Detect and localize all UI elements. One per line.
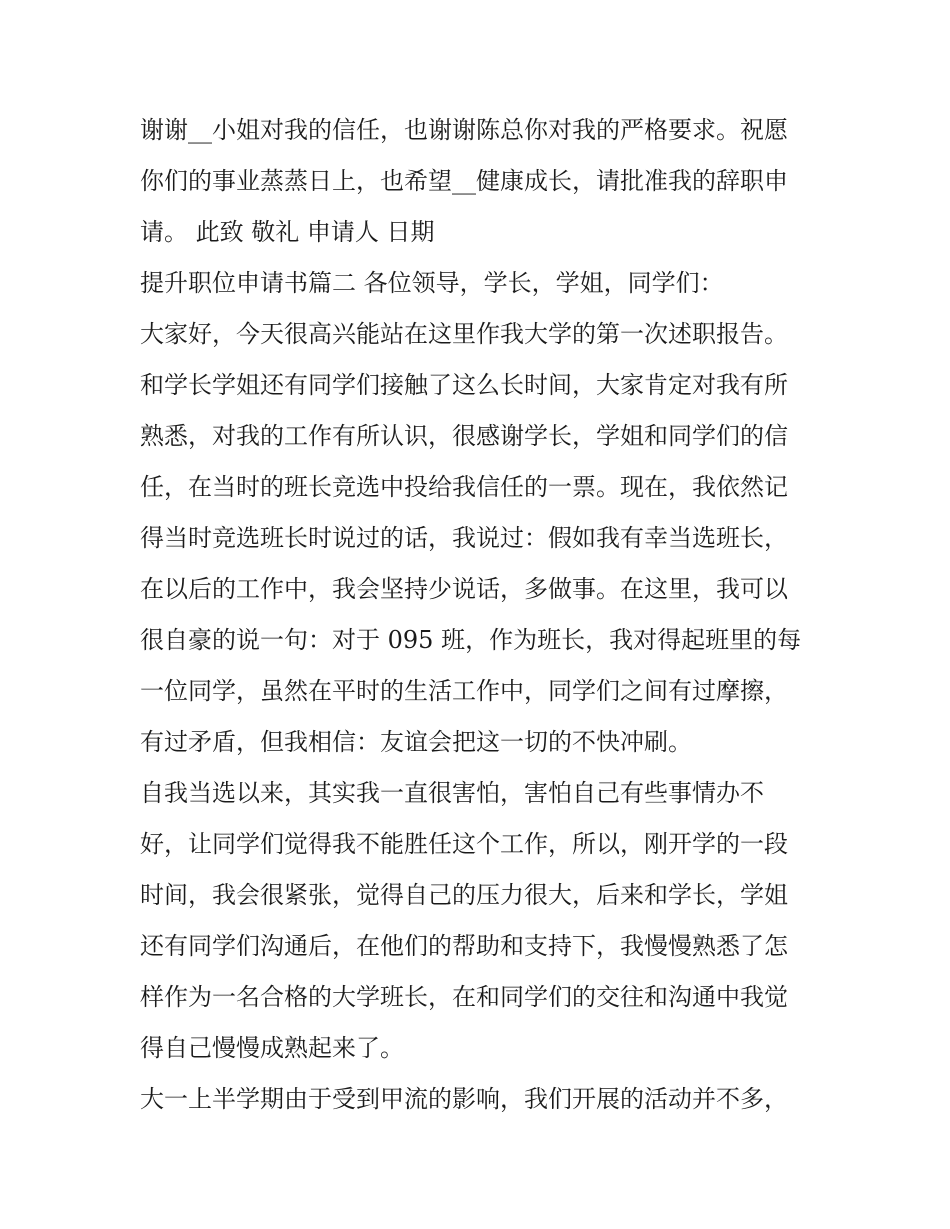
text-line: 大一上半学期由于受到甲流的影响，我们开展的活动并不多， bbox=[140, 1085, 788, 1113]
text-line: 样作为一名合格的大学班长，在和同学们的交往和沟通中我觉 bbox=[140, 983, 788, 1011]
text-line: 一位同学，虽然在平时的生活工作中，同学们之间有过摩擦， bbox=[140, 677, 788, 705]
text-line: 有过矛盾，但我相信：友谊会把这一切的不快冲刷。 bbox=[140, 728, 692, 756]
text-line: 得自己慢慢成熟起来了。 bbox=[140, 1034, 404, 1062]
text-line: 熟悉，对我的工作有所认识，很感谢学长，学姐和同学们的信 bbox=[140, 422, 788, 450]
document-body bbox=[140, 106, 830, 1126]
text-line: 提升职位申请书篇二 各位领导，学长，学姐，同学们： bbox=[140, 269, 724, 297]
text-line: 你们的事业蒸蒸日上，也希望__健康成长，请批准我的辞职申 bbox=[140, 167, 788, 195]
text-line: 请。 此致 敬礼 申请人 日期 bbox=[140, 218, 435, 246]
text-line: 和学长学姐还有同学们接触了这么长时间，大家肯定对我有所 bbox=[140, 371, 788, 399]
text-line: 时间，我会很紧张，觉得自己的压力很大，后来和学长，学姐 bbox=[140, 881, 788, 909]
text-line: 得当时竞选班长时说过的话，我说过：假如我有幸当选班长， bbox=[140, 524, 788, 552]
text-line: 还有同学们沟通后，在他们的帮助和支持下，我慢慢熟悉了怎 bbox=[140, 932, 788, 960]
text-line: 好，让同学们觉得我不能胜任这个工作，所以，刚开学的一段 bbox=[140, 830, 788, 858]
text-line: 自我当选以来，其实我一直很害怕，害怕自己有些事情办不 bbox=[140, 779, 764, 807]
text-line: 任，在当时的班长竞选中投给我信任的一票。现在，我依然记 bbox=[140, 473, 788, 501]
text-line: 在以后的工作中，我会坚持少说话，多做事。在这里，我可以 bbox=[140, 575, 788, 603]
text-line: 很自豪的说一句：对于 095 班，作为班长，我对得起班里的每 bbox=[140, 626, 802, 654]
text-line: 大家好，今天很高兴能站在这里作我大学的第一次述职报告。 bbox=[140, 320, 788, 348]
text-line: 谢谢__小姐对我的信任，也谢谢陈总你对我的严格要求。祝愿 bbox=[140, 116, 788, 144]
